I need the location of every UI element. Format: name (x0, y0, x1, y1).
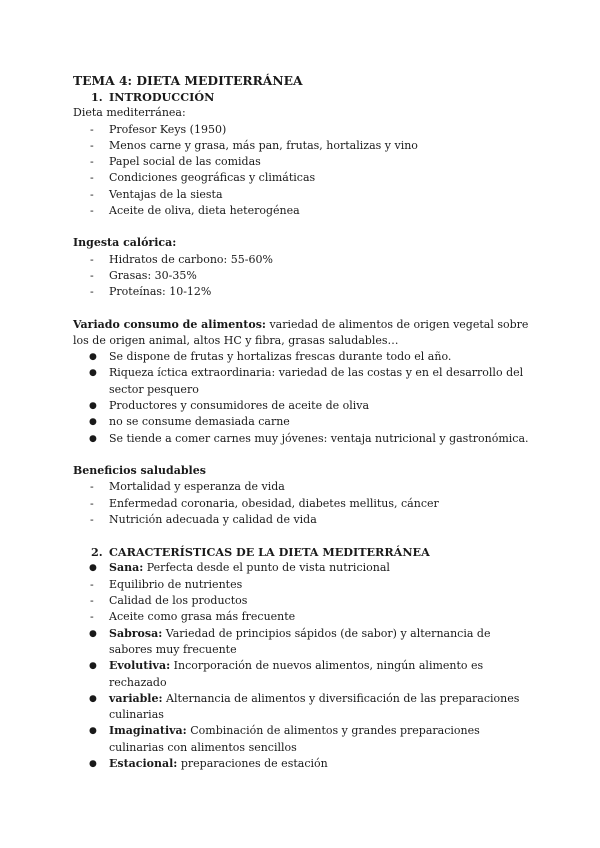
list-item: - Nutrición adecuada y calidad de vida (73, 512, 533, 528)
list-item: - Proteínas: 10-12% (73, 284, 533, 300)
dash-marker: - (90, 268, 94, 282)
bullet-marker: ● (89, 693, 97, 704)
list-item: ● Estacional: preparaciones de estación (73, 756, 533, 772)
section-number: 1. (91, 90, 103, 104)
bullet-marker: ● (89, 368, 97, 379)
bullet-marker: ● (89, 758, 97, 769)
intro-list (73, 122, 533, 220)
dash-marker: - (90, 512, 94, 526)
ingesta-list (73, 252, 533, 301)
caracteristicas-list (73, 560, 533, 772)
page-title: TEMA 4: DIETA MEDITERRÁNEA (73, 73, 303, 88)
dash-marker: - (90, 252, 94, 266)
bullet-marker: ● (89, 433, 97, 444)
dash-marker: - (90, 187, 94, 201)
list-item: - Profesor Keys (1950) (73, 122, 533, 138)
beneficios-list (73, 479, 533, 528)
bullet-marker: ● (89, 563, 97, 574)
dash-marker: - (90, 204, 94, 218)
list-item: ● Se tiende a comer carnes muy jóvenes: ventaja nutricional y gastronómica. (73, 431, 533, 447)
list-item: - Calidad de los productos (73, 593, 533, 609)
list-item: ● Sana: Perfecta desde el punto de vista nutricional (73, 560, 533, 576)
list-item: - Hidratos de carbono: 55-60% (73, 252, 533, 268)
list-item: - Aceite como grasa más frecuente (73, 609, 533, 625)
list-item: ● Evolutiva: Incorporación de nuevos alimentos, ningún alimento es rechazado (89, 659, 484, 689)
list-item: - Grasas: 30-35% (73, 268, 533, 284)
dash-marker: - (90, 122, 94, 136)
dash-marker: - (90, 610, 94, 624)
bullet-marker: ● (89, 661, 97, 672)
section-title: INTRODUCCIÓN (109, 90, 215, 104)
bullet-marker: ● (89, 417, 97, 428)
beneficios-heading: Beneficios saludables (73, 463, 206, 477)
section-heading-caracteristicas (91, 544, 533, 560)
variado-paragraph: Variado consumo de alimentos: variedad de alimentos de origen vegetal sobre los de origen animal, altos HC y fibra, grasas saludables… (73, 317, 529, 347)
document-page (73, 73, 533, 772)
intro-label: Dieta mediterránea: (73, 106, 186, 120)
dash-marker: - (90, 285, 94, 299)
section-title: CARACTERÍSTICAS DE LA DIETA MEDITERRÁNEA (109, 545, 430, 560)
list-item: ● Riqueza íctica extraordinaria: variedad de las costas y en el desarrollo del sector pesquero (89, 366, 524, 396)
section-heading-introduccion (91, 89, 533, 105)
list-item: - Equilibrio de nutrientes (73, 577, 533, 593)
dash-marker: - (90, 496, 94, 510)
dash-marker: - (90, 171, 94, 185)
list-item: - Mortalidad y esperanza de vida (73, 479, 533, 495)
list-item: ● variable: Alternancia de alimentos y diversificación de las preparaciones culinarias (89, 691, 520, 722)
dash-marker: - (90, 155, 94, 169)
list-item: - Aceite de oliva, dieta heterogénea (73, 203, 533, 219)
list-item: ● Sabrosa: Variedad de principios sápidos (de sabor) y alternancia de sabores muy frecuente (89, 626, 491, 656)
list-item: - Enfermedad coronaria, obesidad, diabetes mellitus, cáncer (73, 496, 533, 512)
list-item: ● Imaginativa: Combinación de alimentos y grandes preparaciones culinarias con alimentos sencillos (89, 724, 480, 754)
list-item: - Papel social de las comidas (73, 154, 533, 170)
bullet-marker: ● (89, 628, 97, 639)
dash-marker: - (90, 138, 94, 152)
list-item: ● Se dispone de frutas y hortalizas frescas durante todo el año. (73, 349, 533, 365)
list-item: ● Productores y consumidores de aceite de oliva (73, 398, 533, 414)
dash-marker: - (90, 577, 94, 591)
dash-marker: - (90, 594, 94, 608)
bullet-marker: ● (89, 726, 97, 737)
ingesta-heading: Ingesta calórica: (73, 236, 177, 250)
dash-marker: - (90, 480, 94, 494)
list-item: ● no se consume demasiada carne (73, 414, 533, 430)
list-item: - Condiciones geográficas y climáticas (73, 170, 533, 186)
bullet-marker: ● (89, 401, 97, 412)
section-number: 2. (91, 545, 103, 560)
variado-list (73, 349, 533, 447)
bullet-marker: ● (89, 352, 97, 363)
list-item: - Ventajas de la siesta (73, 187, 533, 203)
list-item: - Menos carne y grasa, más pan, frutas, hortalizas y vino (73, 138, 533, 154)
